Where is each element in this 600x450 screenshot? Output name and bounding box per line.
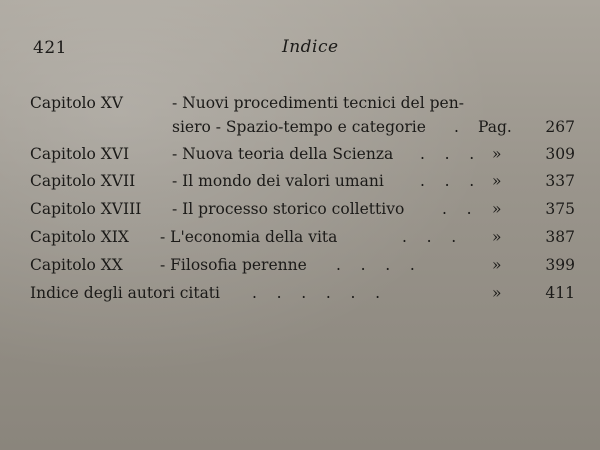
page-ref: 387 <box>545 228 575 246</box>
page-number: 421 <box>33 38 67 58</box>
chapter-title: - L'economia della vita <box>160 228 338 246</box>
leader-dots: . . <box>442 200 472 218</box>
ditto-mark: » <box>492 284 502 302</box>
chapter-label: Capitolo XVII <box>30 172 136 190</box>
leader-dots: . . . . . . <box>252 284 381 302</box>
page-title: Indice <box>282 37 339 57</box>
page-ref: 399 <box>545 256 575 274</box>
page-ref: 309 <box>545 145 575 163</box>
ditto-mark: » <box>492 172 502 190</box>
chapter-label: Capitolo XV <box>30 94 123 112</box>
ditto-mark: » <box>492 200 502 218</box>
page-ref: 375 <box>545 200 575 218</box>
chapter-label: Capitolo XVI <box>30 145 130 163</box>
chapter-title: - Filosofia perenne <box>160 256 307 274</box>
chapter-title: - Nuova teoria della Scienza <box>172 145 394 163</box>
chapter-label: Capitolo XX <box>30 256 123 274</box>
page-ref: 411 <box>545 284 575 302</box>
entry-label: Indice degli autori citati <box>30 284 220 302</box>
leader-dots: . . . . <box>336 256 415 274</box>
chapter-title-line2: siero - Spazio-tempo e categorie <box>172 118 426 136</box>
leader-dots: . <box>454 118 459 136</box>
toc-row-capitolo-xix <box>30 228 575 250</box>
toc-row-capitolo-xv <box>30 94 575 138</box>
toc-row-capitolo-xvi <box>30 145 575 167</box>
chapter-title: - Il mondo dei valori umani <box>172 172 384 190</box>
ditto-mark: » <box>492 256 502 274</box>
ditto-mark: » <box>492 145 502 163</box>
leader-dots: . . . <box>420 172 475 190</box>
toc-row-capitolo-xx <box>30 256 575 278</box>
chapter-label: Capitolo XIX <box>30 228 129 246</box>
page-ref: 337 <box>545 172 575 190</box>
toc-row-indice-autori <box>30 284 575 306</box>
toc-row-capitolo-xvii <box>30 172 575 194</box>
page-ref: 267 <box>545 118 575 136</box>
pag-label: Pag. <box>478 118 512 136</box>
chapter-title-line1: - Nuovi procedimenti tecnici del pen- <box>172 94 464 112</box>
leader-dots: . . . <box>402 228 457 246</box>
leader-dots: . . . <box>420 145 475 163</box>
chapter-title: - Il processo storico collettivo <box>172 200 405 218</box>
ditto-mark: » <box>492 228 502 246</box>
chapter-label: Capitolo XVIII <box>30 200 142 218</box>
toc-row-capitolo-xviii <box>30 200 575 222</box>
